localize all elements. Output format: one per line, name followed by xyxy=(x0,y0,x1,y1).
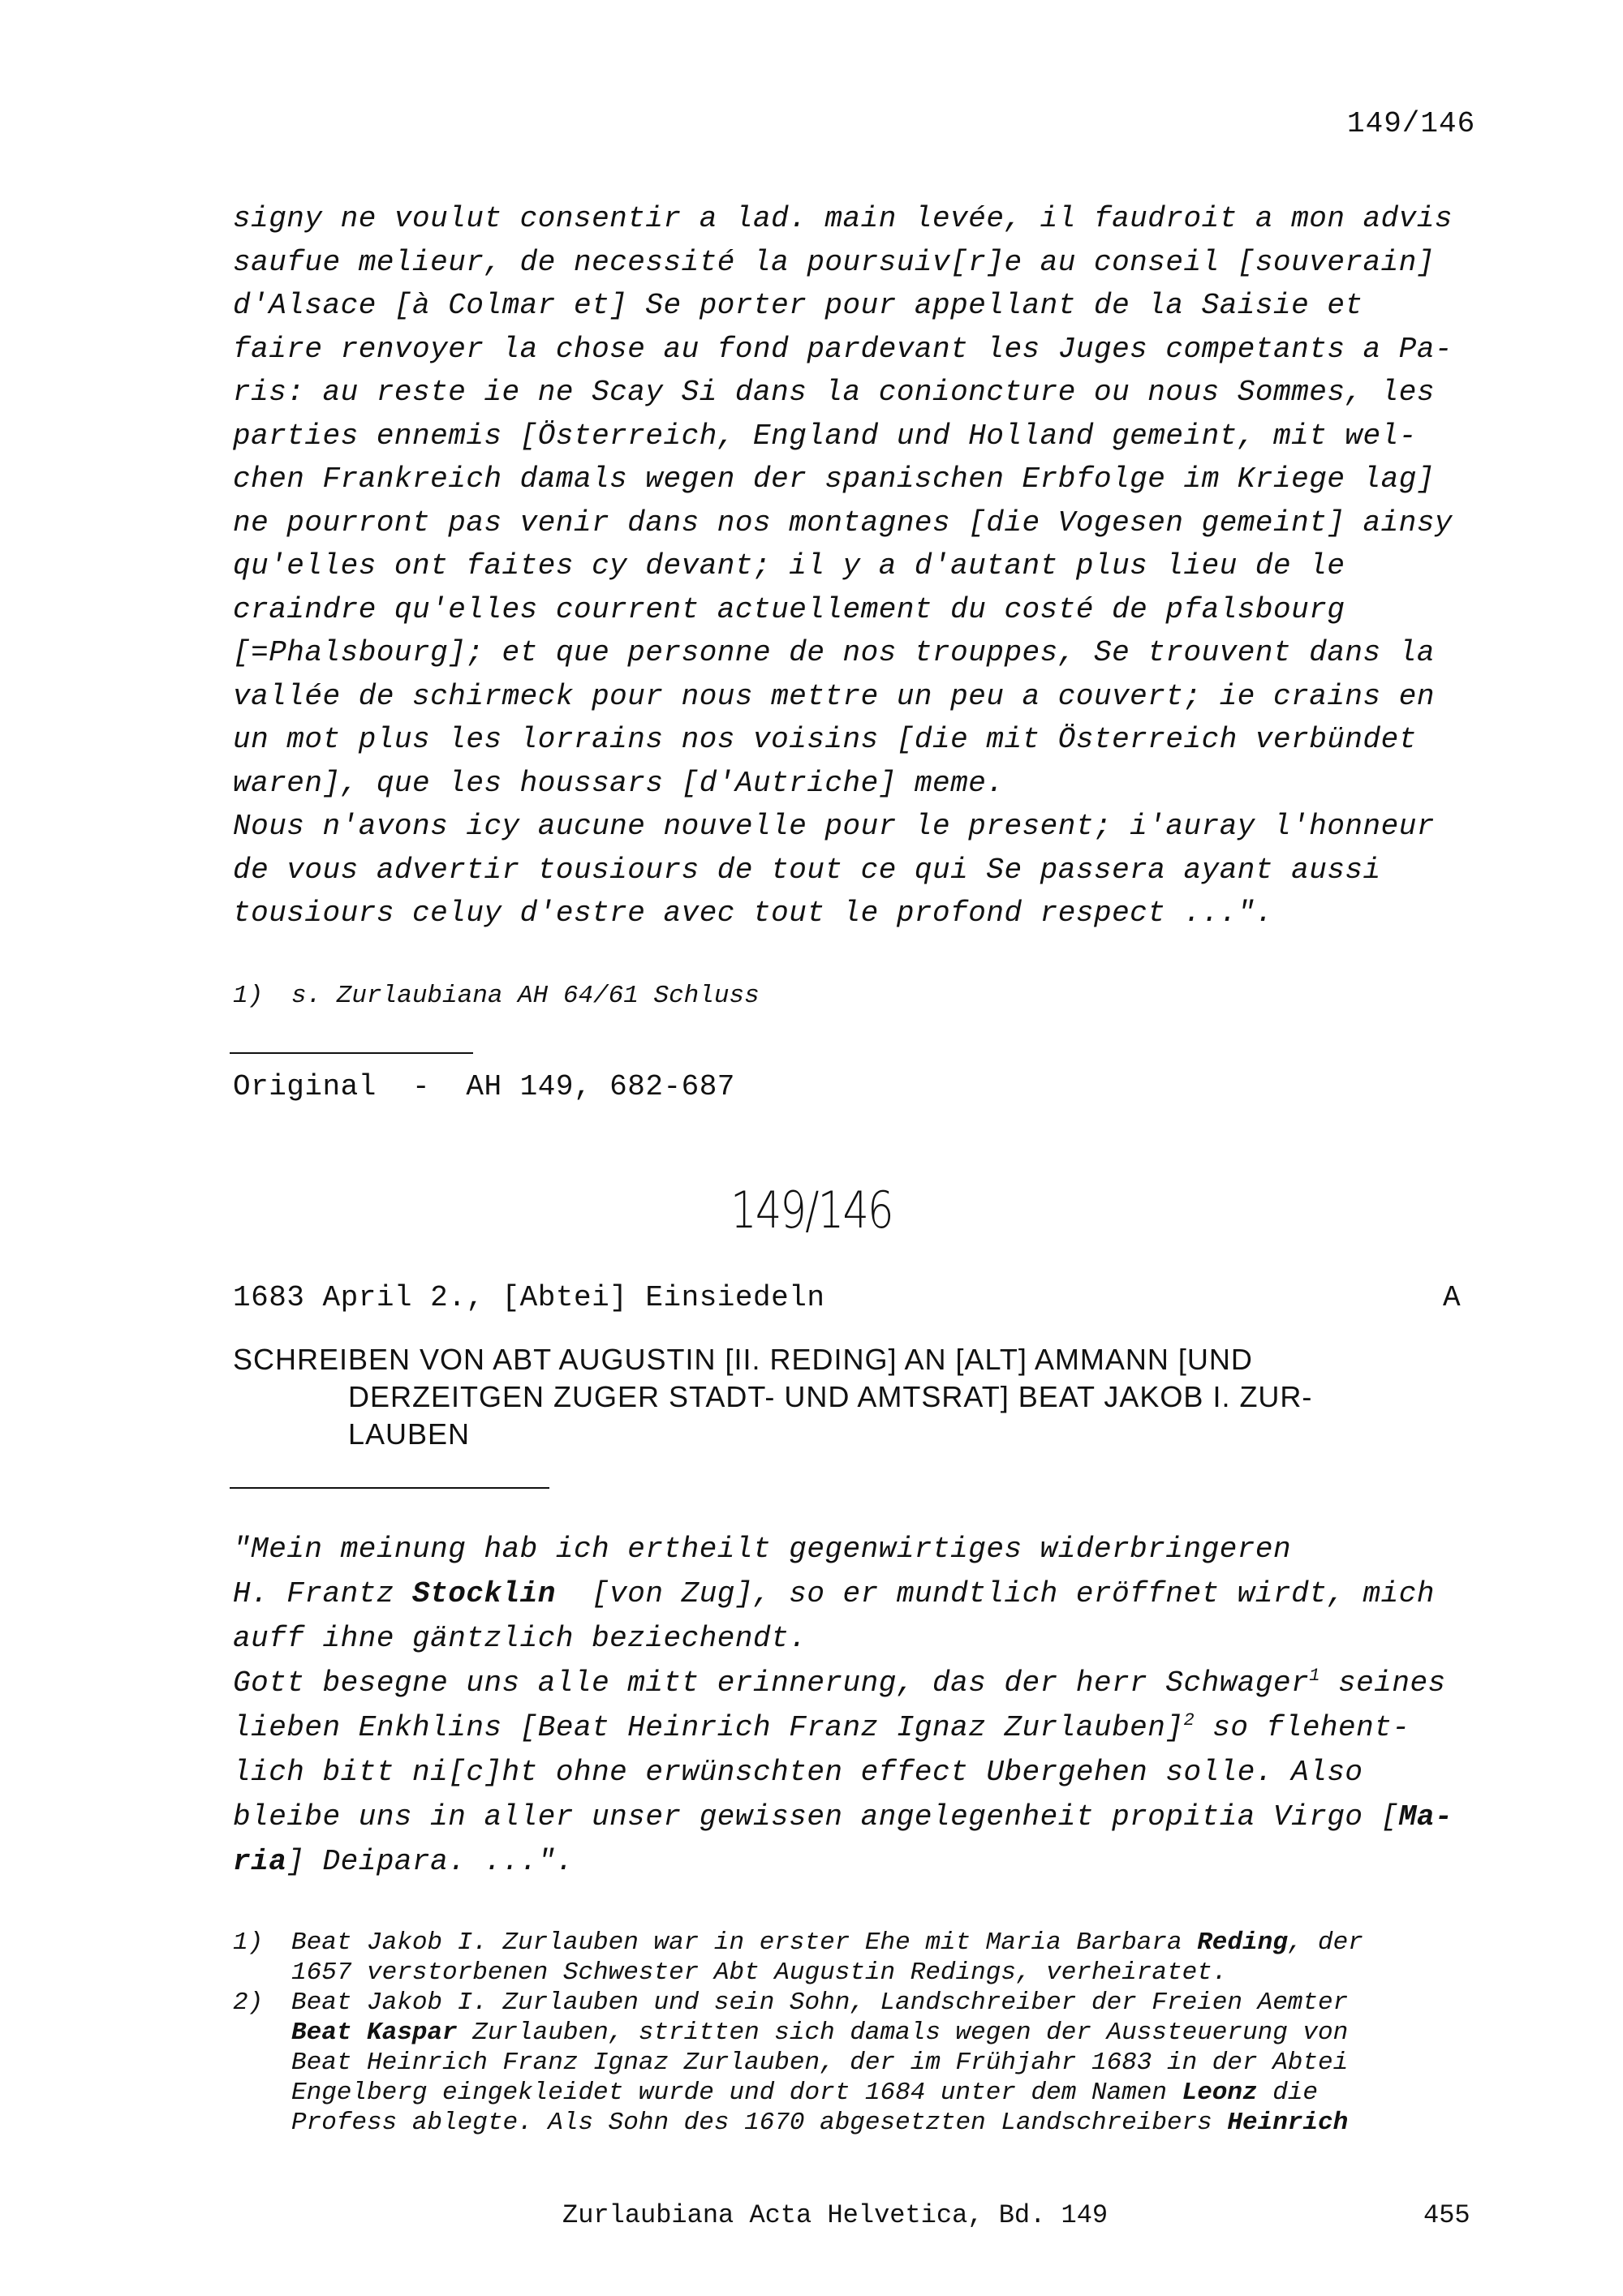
divider xyxy=(230,1052,473,1054)
text-segment: Gott besegne uns alle mitt erinnerung, das der herr Schwager xyxy=(233,1666,1310,1700)
text-segment: Beat Jakob I. Zurlauben war in erster Ehe mit Maria Barbara xyxy=(291,1928,1198,1957)
text-line: un mot plus les lorrains nos voisins [die mit Österreich verbündet xyxy=(233,723,1417,756)
footer-page-number: 455 xyxy=(1423,2200,1470,2230)
divider xyxy=(230,1487,549,1489)
name-leonz: Leonz xyxy=(1182,2079,1258,2107)
previous-footnote xyxy=(233,981,1466,1011)
text-line: vallée de schirmeck pour nous mettre un peu a couvert; ie crains en xyxy=(233,679,1435,713)
source-reference: Original - AH 149, 682-687 xyxy=(233,1070,735,1103)
text-segment: so flehent- xyxy=(1195,1711,1410,1744)
footnote-line xyxy=(291,2078,1348,2108)
text-line: ne pourront pas venir dans nos montagnes [die Vogesen gemeint] ainsy xyxy=(233,505,1453,540)
text-segment: die xyxy=(1257,2079,1319,2107)
text-line: auff ihne gäntzlich beziechendt. xyxy=(233,1622,807,1655)
footnote-text: s. Zurlaubiana AH 64/61 Schluss xyxy=(291,982,760,1010)
text-segment: ] Deipara. ...". xyxy=(286,1845,574,1878)
title-line: DERZEITGEN ZUGER STADT- UND AMTSRAT] BEAT JAKOB I. ZUR- xyxy=(348,1380,1313,1413)
text-segment: , der xyxy=(1287,1928,1363,1957)
date-place: 1683 April 2., [Abtei] Einsiedeln xyxy=(233,1281,825,1314)
text-line: waren], que les houssars [d'Autriche] meme. xyxy=(233,766,1005,800)
footnote-2 xyxy=(233,1988,1466,2138)
footnote-1 xyxy=(233,1928,1466,1988)
letter-body xyxy=(233,1527,1466,1884)
text-line: d'Alsace [à Colmar et] Se porter pour appellant de la Saisie et xyxy=(233,289,1363,322)
footnote-ref: 1 xyxy=(1309,1666,1320,1686)
previous-letter-text xyxy=(233,197,1466,935)
text-line xyxy=(233,1661,1466,1705)
text-line xyxy=(233,1705,1466,1750)
text-line: saufue melieur, de necessité la poursuiv[r]e au conseil [souverain] xyxy=(233,245,1435,279)
text-segment: Profess ablegte. Als Sohn des 1670 abgesetzten Landschreibers xyxy=(291,2109,1228,2137)
document-number: 149/146 xyxy=(730,1180,893,1240)
page-header-reference: 149/146 xyxy=(1347,107,1476,140)
text-line: faire renvoyer la chose au fond pardevant les Juges competants a Pa- xyxy=(233,332,1453,366)
footnote-line: Beat Jakob I. Zurlauben und sein Sohn, Landschreiber der Freien Aemter xyxy=(291,1989,1349,2017)
name-heinrich: Heinrich xyxy=(1227,2109,1349,2137)
text-line: signy ne voulut consentir a lad. main levée, il faudroit a mon advis xyxy=(233,202,1453,235)
text-line: tousiours celuy d'estre avec tout le profond respect ...". xyxy=(233,896,1274,930)
text-segment: Engelberg eingekleidet wurde und dort 1684 unter dem Namen xyxy=(291,2079,1182,2107)
text-line xyxy=(233,1795,1466,1839)
footnote-line: 1657 verstorbenen Schwester Abt Augustin Redings, verheiratet. xyxy=(291,1958,1228,1987)
footer-series: Zurlaubiana Acta Helvetica, Bd. 149 xyxy=(562,2200,1109,2230)
document-footnotes xyxy=(233,1928,1466,2138)
text-line: Nous n'avons icy aucune nouvelle pour le present; i'auray l'honneur xyxy=(233,810,1435,843)
footnote-number: 1) xyxy=(233,982,264,1010)
name-maria: ria xyxy=(233,1845,287,1878)
footnote-line: Beat Heinrich Franz Ignaz Zurlauben, der im Frühjahr 1683 in der Abtei xyxy=(291,2049,1349,2077)
footnote-line xyxy=(291,2108,1348,2138)
name-stocklin: Stocklin xyxy=(412,1577,556,1610)
text-line xyxy=(233,1839,1466,1884)
name-reding: Reding xyxy=(1197,1928,1288,1957)
footnote-ref: 2 xyxy=(1183,1710,1195,1731)
text-line: [=Phalsbourg]; et que personne de nos trouppes, Se trouvent dans la xyxy=(233,636,1435,669)
text-line: craindre qu'elles courrent actuellement du costé de pfalsbourg xyxy=(233,592,1345,626)
text-segment: bleibe uns in aller unser gewissen angelegenheit propitia Virgo [ xyxy=(233,1800,1399,1834)
text-segment: Zurlauben, stritten sich damals wegen der Aussteuerung von xyxy=(457,2019,1349,2047)
text-line: chen Frankreich damals wegen der spanischen Erbfolge im Kriege lag] xyxy=(233,462,1435,496)
footnote-line xyxy=(291,1928,1363,1958)
name-maria: Ma- xyxy=(1398,1800,1453,1834)
footnote-number: 1) xyxy=(233,1928,264,1957)
document-type-code: A xyxy=(1443,1281,1462,1314)
text-line: parties ennemis [Österreich, England und Holland gemeint, mit wel- xyxy=(233,419,1417,453)
document-title xyxy=(233,1341,1466,1453)
text-line: lich bitt ni[c]ht ohne erwünschten effect Ubergehen solle. Also xyxy=(233,1756,1363,1789)
text-line: qu'elles ont faites cy devant; il y a d'autant plus lieu de le xyxy=(233,549,1345,583)
text-segment: lieben Enkhlins [Beat Heinrich Franz Ignaz Zurlauben] xyxy=(233,1711,1184,1744)
text-line: de vous advertir tousiours de tout ce qui Se passera ayant aussi xyxy=(233,853,1381,887)
text-segment: seines xyxy=(1319,1666,1446,1700)
title-line: SCHREIBEN VON ABT AUGUSTIN [II. REDING] AN [ALT] AMMANN [UND xyxy=(233,1343,1253,1376)
text-segment: H. Frantz xyxy=(233,1577,413,1610)
text-line: ris: au reste ie ne Scay Si dans la conioncture ou nous Sommes, les xyxy=(233,376,1435,409)
name-beat-kaspar: Beat Kaspar xyxy=(291,2019,458,2047)
footnote-line xyxy=(291,2018,1348,2048)
footnote-number: 2) xyxy=(233,1989,264,2017)
title-line: LAUBEN xyxy=(348,1417,471,1451)
text-line xyxy=(233,1572,1466,1616)
text-line: "Mein meinung hab ich ertheilt gegenwirtiges widerbringeren xyxy=(233,1533,1292,1566)
text-segment: [von Zug], so er mundtlich eröffnet wirdt, mich xyxy=(555,1577,1435,1610)
